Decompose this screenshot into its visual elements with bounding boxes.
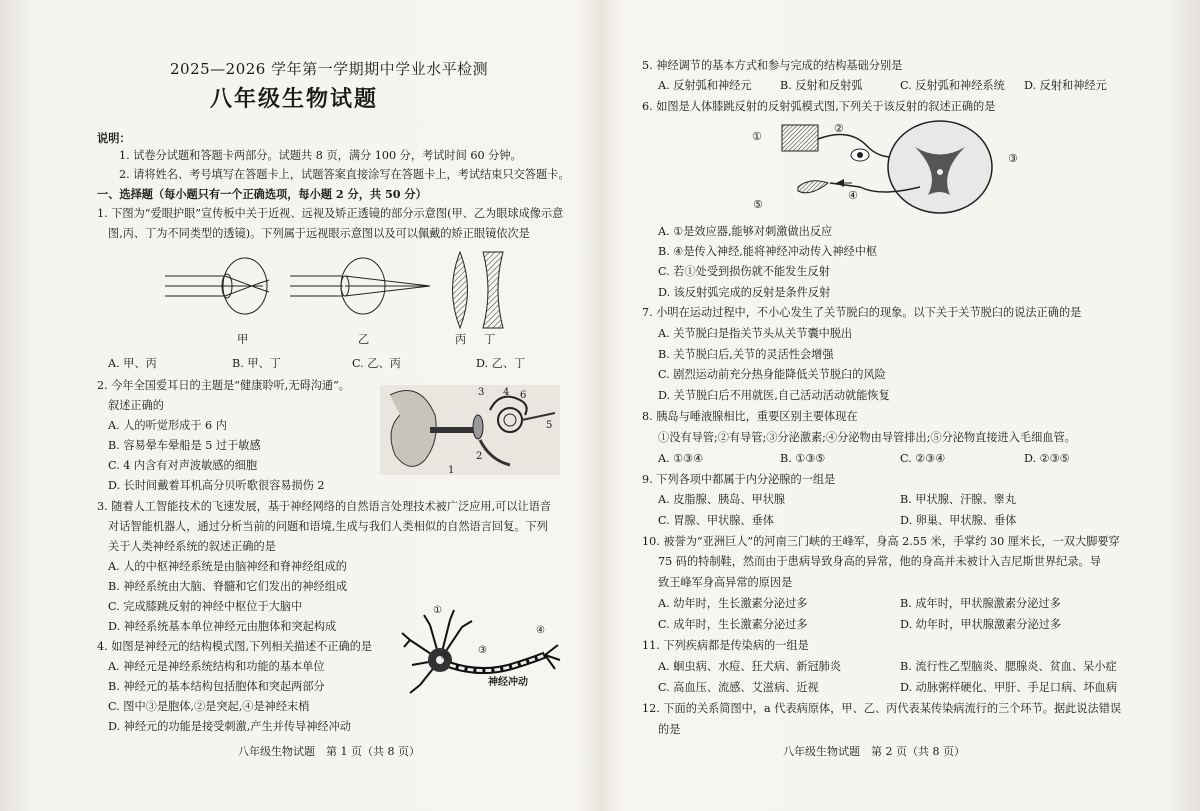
q9-option-d: D. 卵巢、甲状腺、垂体 — [900, 514, 1017, 527]
q1-label-ding: 丁 — [484, 333, 496, 346]
page-2-footer: 八年级生物试题 第 2 页（共 8 页） — [783, 745, 965, 758]
exam-title: 2025—2026 学年第一学期期中学业水平检测 — [170, 60, 489, 78]
q1-option-b: B. 甲、丁 — [232, 357, 281, 370]
q10-option-d: D. 幼年时，甲状腺激素分泌过多 — [900, 618, 1062, 631]
q6-label-1: ① — [752, 130, 763, 143]
q1-label-bing: 丙 — [455, 333, 467, 346]
q2-stem-1: 2. 今年全国爱耳日的主题是“健康聆听,无碍沟通”。 — [97, 379, 350, 392]
q3-option-a: A. 人的中枢神经系统是由脑神经和脊神经组成的 — [108, 560, 347, 573]
q2-ear-figure — [380, 385, 560, 475]
q1-option-a: A. 甲、丙 — [108, 357, 157, 370]
q12-stem-1: 12. 下面的关系简图中，a 代表病原体，甲、乙、丙代表某传染病流行的三个环节。据此说法错误 — [642, 702, 1122, 715]
q4-option-a: A. 神经元是神经系统结构和功能的基本单位 — [108, 660, 325, 673]
q2-label-2: 2 — [476, 451, 483, 462]
q6-stem: 6. 如图是人体膝跳反射的反射弧模式图,下列关于该反射的叙述正确的是 — [642, 100, 996, 113]
q12-stem-2: 的是 — [658, 723, 681, 736]
q7-stem: 7. 小明在运动过程中，不小心发生了关节脱臼的现象。以下关于关节脱臼的说法正确的是 — [642, 306, 1082, 319]
q4-label-1: ① — [433, 605, 442, 616]
q9-option-a: A. 皮脂腺、胰岛、甲状腺 — [658, 493, 786, 506]
q1-eye-lens-figure — [165, 248, 525, 348]
q2-option-d: D. 长时间戴着耳机高分贝听歌很容易损伤 2 — [108, 479, 325, 492]
q6-option-d: D. 该反射弧完成的反射是条件反射 — [658, 286, 831, 299]
q11-option-c: C. 高血压、流感、艾滋病、近视 — [658, 681, 819, 694]
q8-items: ①没有导管;②有导管;③分泌激素;④分泌物由导管排出;⑤分泌物直接进入毛细血管。 — [658, 431, 1076, 444]
q1-option-c: C. 乙、丙 — [352, 357, 401, 370]
q4-nerve-impulse-label: 神经冲动 — [488, 677, 528, 688]
q8-option-d: D. ②③⑤ — [1024, 452, 1070, 465]
q1-stem-1: 1. 下图为“爱眼护眼”宣传板中关于近视、远视及矫正透镜的部分示意图(甲、乙为眼球成像示意 — [97, 207, 564, 220]
q2-label-6: 6 — [520, 390, 527, 401]
q5-stem: 5. 神经调节的基本方式和参与完成的结构基础分别是 — [642, 59, 903, 72]
q10-stem-2: 75 码的特制鞋，然而由于患病导致身高的异常，他的身高并未被计入吉尼斯世界纪录。导 — [658, 555, 1101, 568]
q10-stem-1: 10. 被誉为“亚洲巨人”的河南三门峡的王峰军，身高 2.55 米，手掌约 30 厘米长，一双大脚要穿 — [642, 535, 1120, 548]
q7-option-b: B. 关节脱臼后,关节的灵活性会增强 — [658, 348, 834, 361]
q11-option-b: B. 流行性乙型脑炎、腮腺炎、贫血、呆小症 — [900, 660, 1117, 673]
q9-stem: 9. 下列各项中都属于内分泌腺的一组是 — [642, 473, 836, 486]
q4-label-4: ④ — [536, 625, 545, 636]
q6-label-3: ③ — [1008, 152, 1019, 165]
q3-stem-2: 对话智能机器人，通过分析当前的问题和语境,生成与我们人类相似的自然语言回复。下列 — [108, 520, 548, 533]
q8-option-c: C. ②③④ — [900, 452, 946, 465]
q2-label-3: 3 — [478, 387, 485, 398]
q11-stem: 11. 下列疾病都是传染病的一组是 — [642, 639, 809, 652]
q5-option-c: C. 反射弧和神经系统 — [900, 79, 1005, 92]
subject-title: 八年级生物试题 — [210, 86, 379, 112]
q9-option-b: B. 甲状腺、汗腺、睾丸 — [900, 493, 1017, 506]
q4-stem: 4. 如图是神经元的结构模式图,下列相关描述不正确的是 — [97, 640, 373, 653]
q5-option-a: A. 反射弧和神经元 — [658, 79, 752, 92]
q7-option-c: C. 剧烈运动前充分热身能降低关节脱臼的风险 — [658, 368, 886, 381]
q6-label-5: ⑤ — [753, 198, 764, 211]
q6-label-4: ④ — [848, 189, 859, 202]
q10-option-a: A. 幼年时，生长激素分泌过多 — [658, 597, 808, 610]
q1-stem-2: 图,丙、丁为不同类型的透镜)。下列属于远视眼示意图以及可以佩戴的矫正眼镜依次是 — [108, 227, 530, 240]
q5-option-d: D. 反射和神经元 — [1024, 79, 1107, 92]
q9-option-c: C. 胃腺、甲状腺、垂体 — [658, 514, 774, 527]
q7-option-a: A. 关节脱臼是指关节头从关节囊中脱出 — [658, 327, 853, 340]
q2-label-5: 5 — [546, 420, 553, 431]
q4-option-b: B. 神经元的基本结构包括胞体和突起两部分 — [108, 680, 325, 693]
q2-option-c: C. 4 内含有对声波敏感的细胞 — [108, 459, 258, 472]
q11-option-a: A. 蛔虫病、水痘、狂犬病、新冠肺炎 — [658, 660, 842, 673]
q4-label-3: ③ — [478, 645, 487, 656]
q4-option-c: C. 图中③是胞体,②是突起,④是神经末梢 — [108, 700, 310, 713]
q6-option-c: C. 若①处受到损伤就不能发生反射 — [658, 265, 830, 278]
section-heading: 一、选择题（每小题只有一个正确选项，每小题 2 分，共 50 分） — [97, 187, 427, 201]
q10-option-b: B. 成年时，甲状腺激素分泌过多 — [900, 597, 1061, 610]
q5-option-b: B. 反射和反射弧 — [780, 79, 863, 92]
q1-option-d: D. 乙、丁 — [476, 357, 526, 370]
instructions-label: 说明： — [97, 131, 131, 145]
q1-label-jia: 甲 — [237, 333, 249, 346]
q2-stem-2: 叙述正确的 — [108, 399, 164, 412]
q10-option-c: C. 成年时，生长激素分泌过多 — [658, 618, 808, 631]
q2-label-1: 1 — [448, 465, 455, 476]
q11-option-d: D. 动脉粥样硬化、甲肝、手足口病、坏血病 — [900, 681, 1118, 694]
q6-option-b: B. ④是传入神经,能将神经冲动传入神经中枢 — [658, 245, 878, 258]
q8-stem: 8. 胰岛与唾液腺相比，重要区别主要体现在 — [642, 410, 858, 423]
instruction-1: 1. 试卷分试题和答题卡两部分。试题共 8 页，满分 100 分，考试时间 60 分钟。 — [119, 149, 522, 162]
q4-label-2: ② — [440, 651, 449, 662]
q2-option-a: A. 人的听觉形成于 6 内 — [108, 419, 227, 432]
instruction-2: 2. 请将姓名、考号填写在答题卡上，试题答案直接涂写在答题卡上，考试结束只交答题卡。 — [119, 168, 570, 181]
q3-option-b: B. 神经系统由大脑、脊髓和它们发出的神经组成 — [108, 580, 348, 593]
q8-option-b: B. ①③⑤ — [780, 452, 826, 465]
q8-option-a: A. ①③④ — [658, 452, 704, 465]
q6-reflex-arc-figure — [750, 117, 1050, 217]
q1-label-yi: 乙 — [358, 333, 370, 346]
q6-label-2: ② — [834, 122, 845, 135]
q3-option-c: C. 完成膝跳反射的神经中枢位于大脑中 — [108, 600, 303, 613]
page-1-footer: 八年级生物试题 第 1 页（共 8 页） — [238, 745, 420, 758]
q10-stem-3: 致王峰军身高异常的原因是 — [658, 576, 793, 589]
q3-stem-3: 关于人类神经系统的叙述正确的是 — [108, 540, 276, 553]
q7-option-d: D. 关节脱臼后不用就医,自己活动活动就能恢复 — [658, 389, 890, 402]
q4-option-d: D. 神经元的功能是接受刺激,产生并传导神经冲动 — [108, 720, 351, 733]
q2-option-b: B. 容易晕车晕船是 5 过于敏感 — [108, 439, 261, 452]
q6-option-a: A. ①是效应器,能够对刺激做出反应 — [658, 225, 833, 238]
page-2 — [600, 0, 1200, 811]
q3-stem-1: 3. 随着人工智能技术的飞速发展，基于神经网络的自然语言处理技术被广泛应用,可以让语音 — [97, 500, 552, 513]
q3-option-d: D. 神经系统基本单位神经元由胞体和突起构成 — [108, 620, 337, 633]
q2-label-4: 4 — [503, 387, 510, 398]
